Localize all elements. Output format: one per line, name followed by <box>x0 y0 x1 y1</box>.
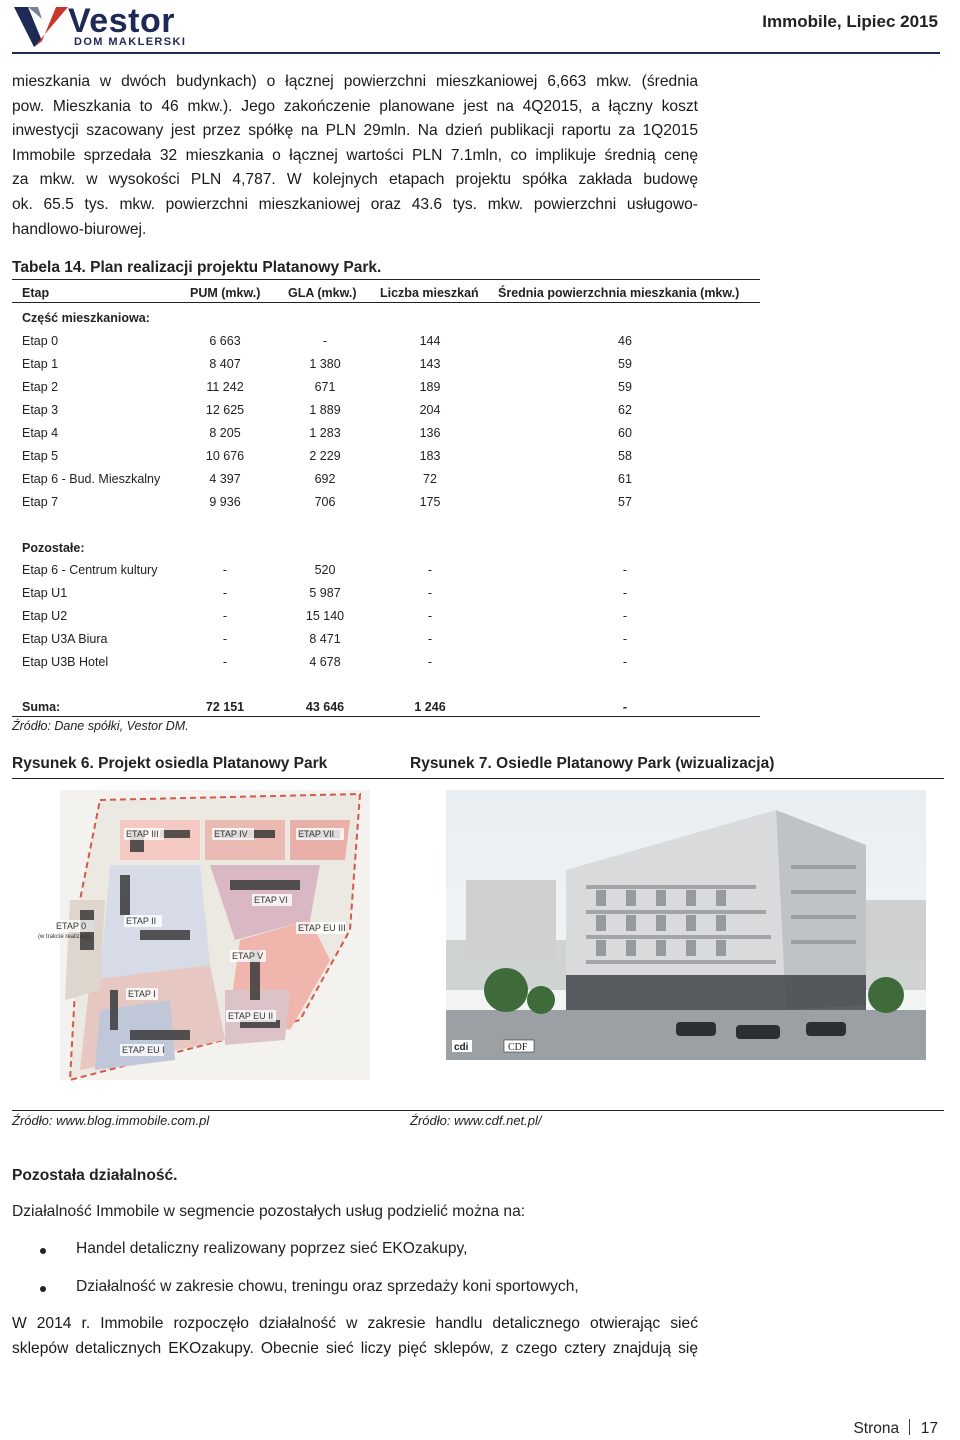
cell-gla: 671 <box>314 380 336 394</box>
figure-6-source: Źródło: www.blog.immobile.com.pl <box>12 1113 210 1128</box>
cell-etap: Etap 3 <box>22 403 59 417</box>
sum-avg: - <box>622 700 628 714</box>
text-line: inwestycji szacowany jest przez spółkę na PLN 29mln. Na dzień publikacji raportu za 1Q2015 <box>12 122 698 140</box>
list-item-text: Działalność w zakresie chowu, treningu oraz sprzedaży koni sportowych, <box>76 1278 579 1295</box>
cell-gla: - <box>322 334 328 348</box>
section-heading: Pozostała działalność. <box>12 1167 178 1184</box>
cell-pum: 12 625 <box>205 403 245 417</box>
cell-count: 189 <box>419 380 441 394</box>
intro-paragraph <box>12 70 698 242</box>
text-line: ok. 65.5 tys. mkw. powierzchni mieszkaniowej oraz 43.6 tys. mkw. powierzchni usługowo- <box>12 195 698 213</box>
section-residential: Część mieszkaniowa: <box>22 311 150 325</box>
col-header-etap: Etap <box>22 286 50 300</box>
cell-avg: - <box>622 655 628 669</box>
cell-pum: - <box>222 655 228 669</box>
cell-count: 144 <box>419 334 441 348</box>
plan-label: ETAP EU II <box>228 1011 274 1021</box>
footer-separator <box>909 1419 910 1435</box>
cell-pum: - <box>222 632 228 646</box>
cell-pum: 9 936 <box>209 495 241 509</box>
cell-count: 136 <box>419 426 441 440</box>
visualization-image <box>446 790 926 1060</box>
cell-gla: 520 <box>314 563 336 577</box>
cell-pum: 8 407 <box>209 357 241 371</box>
cell-avg: - <box>622 632 628 646</box>
cell-etap: Etap U3A Biura <box>22 632 108 646</box>
table-header-rule <box>12 302 760 303</box>
cell-avg: - <box>622 563 628 577</box>
cell-count: - <box>427 655 433 669</box>
table-top-rule <box>12 279 760 280</box>
sum-gla: 43 646 <box>305 700 345 714</box>
sum-label: Suma: <box>22 700 61 714</box>
cell-pum: 11 242 <box>206 380 244 394</box>
text-line: Immobile sprzedała 32 mieszkania o łącznej wartości PLN 7.1mln, co implikuje średnią cenę <box>12 146 698 164</box>
sum-pum: 72 151 <box>205 700 245 714</box>
cell-gla: 4 678 <box>309 655 341 669</box>
cell-pum: 4 397 <box>209 472 241 486</box>
plan-label: ETAP VII <box>298 829 335 839</box>
bullet-icon <box>40 1248 46 1254</box>
col-header-count: Liczba mieszkań <box>380 286 479 300</box>
figure-6-title: Rysunek 6. Projekt osiedla Platanowy Park <box>12 755 328 772</box>
cell-etap: Etap 4 <box>22 426 59 440</box>
plan-label: ETAP IV <box>214 829 248 839</box>
cell-avg: 57 <box>618 495 632 509</box>
table-bottom-rule <box>12 716 760 717</box>
cell-avg: 60 <box>618 426 632 440</box>
cell-gla: 1 283 <box>309 426 341 440</box>
cell-pum: 10 676 <box>205 449 245 463</box>
cell-gla: 1 889 <box>309 403 341 417</box>
cell-etap: Etap U3B Hotel <box>22 655 109 669</box>
cell-pum: 6 663 <box>209 334 241 348</box>
cell-etap: Etap U1 <box>22 586 68 600</box>
cell-pum: - <box>222 563 228 577</box>
cell-count: - <box>427 609 433 623</box>
col-header-gla: GLA (mkw.) <box>288 286 357 300</box>
cell-gla: 706 <box>314 495 336 509</box>
building-visualization <box>446 790 926 1060</box>
site-plan-image <box>38 790 370 1080</box>
list-item-text: Handel detaliczny realizowany poprzez sieć EKOzakupy, <box>76 1240 468 1257</box>
cell-gla: 15 140 <box>305 609 345 623</box>
cell-avg: 59 <box>618 380 632 394</box>
section-other: Pozostałe: <box>22 541 85 555</box>
site-plan-drawing <box>38 790 370 1080</box>
cell-etap: Etap U2 <box>22 609 68 623</box>
cell-gla: 8 471 <box>309 632 341 646</box>
plan-label: ETAP 0 <box>56 921 87 931</box>
cell-etap: Etap 7 <box>22 495 59 509</box>
cell-etap: Etap 2 <box>22 380 59 394</box>
text-line: mieszkania w dwóch budynkach) o łącznej powierzchni mieszkaniowej 6,663 mkw. (średnia <box>12 73 698 90</box>
section-intro: Działalność Immobile w segmencie pozostałych usług podzielić można na: <box>12 1203 526 1220</box>
plan-label: ETAP EU III <box>298 923 346 933</box>
text-line: sklepów detalicznych EKOzakupy. Obecnie sieć liczy pięć sklepów, z czego cztery znajdują się <box>12 1339 698 1357</box>
cell-count: - <box>427 586 433 600</box>
cell-gla: 692 <box>314 472 336 486</box>
figures-bottom-rule <box>12 1110 944 1111</box>
figure-7-source: Źródło: www.cdf.net.pl/ <box>410 1113 542 1128</box>
cell-etap: Etap 5 <box>22 449 59 463</box>
cell-avg: 58 <box>618 449 632 463</box>
figure-7-title: Rysunek 7. Osiedle Platanowy Park (wizualizacja) <box>410 755 775 772</box>
bullet-icon <box>40 1286 46 1292</box>
logo-name: Vestor <box>68 2 175 40</box>
cell-gla: 5 987 <box>309 586 341 600</box>
vestor-logo-icon <box>12 3 72 49</box>
plan-label: ETAP V <box>232 951 264 961</box>
cdf-logo: CDF <box>508 1042 528 1053</box>
closing-paragraph <box>12 1312 698 1361</box>
text-line: za mkw. w wysokości PLN 4,787. W kolejnych etapach projektu spółka zakłada budowę <box>12 171 698 189</box>
header-divider <box>12 52 940 54</box>
plan-label: (w trakcie realizacji) <box>38 934 91 940</box>
cell-etap: Etap 6 - Bud. Mieszkalny <box>22 472 161 486</box>
plan-label: ETAP I <box>128 989 156 999</box>
cell-avg: 62 <box>618 403 632 417</box>
cell-avg: 46 <box>618 334 632 348</box>
cell-avg: 61 <box>618 472 632 486</box>
text-line: handlowo-biurowej. <box>12 220 147 238</box>
cell-pum: - <box>222 586 228 600</box>
table-source: Źródło: Dane spółki, Vestor DM. <box>12 719 189 733</box>
page-number: 17 <box>920 1420 938 1437</box>
cell-count: 175 <box>419 495 441 509</box>
cell-etap: Etap 6 - Centrum kultury <box>22 563 158 577</box>
sum-count: 1 246 <box>414 700 446 714</box>
cell-etap: Etap 1 <box>22 357 59 371</box>
cell-count: 143 <box>419 357 441 371</box>
cell-avg: 59 <box>618 357 632 371</box>
report-title: Immobile, Lipiec 2015 <box>762 12 938 31</box>
table-title: Tabela 14. Plan realizacji projektu Platanowy Park. <box>12 259 382 276</box>
cell-avg: - <box>622 609 628 623</box>
cdi-logo: cdi <box>454 1042 469 1053</box>
cell-count: - <box>427 632 433 646</box>
figures-top-rule <box>12 778 944 779</box>
page-label: Strona <box>853 1420 900 1437</box>
plan-label: ETAP VI <box>254 895 288 905</box>
col-header-pum: PUM (mkw.) <box>190 286 261 300</box>
plan-label: ETAP EU I <box>122 1045 165 1055</box>
cell-gla: 2 229 <box>309 449 341 463</box>
plan-label: ETAP II <box>126 916 157 926</box>
cell-avg: - <box>622 586 628 600</box>
cell-count: 72 <box>423 472 437 486</box>
col-header-avg: Średnia powierzchnia mieszkania (mkw.) <box>498 286 740 300</box>
plan-label: ETAP III <box>126 829 159 839</box>
cell-pum: - <box>222 609 228 623</box>
cell-etap: Etap 0 <box>22 334 59 348</box>
text-line: pow. Mieszkania to 46 mkw.). Jego zakończenie planowane jest na 4Q2015, a łączny koszt <box>12 97 698 115</box>
page-footer <box>853 1419 938 1438</box>
cell-count: 183 <box>419 449 441 463</box>
cell-count: - <box>427 563 433 577</box>
cell-gla: 1 380 <box>309 357 341 371</box>
logo-subtitle: DOM MAKLERSKI <box>74 36 187 48</box>
cell-count: 204 <box>419 403 441 417</box>
text-line: W 2014 r. Immobile rozpoczęło działalność w zakresie handlu detalicznego otwierając sieć <box>12 1315 698 1332</box>
cell-pum: 8 205 <box>209 426 241 440</box>
